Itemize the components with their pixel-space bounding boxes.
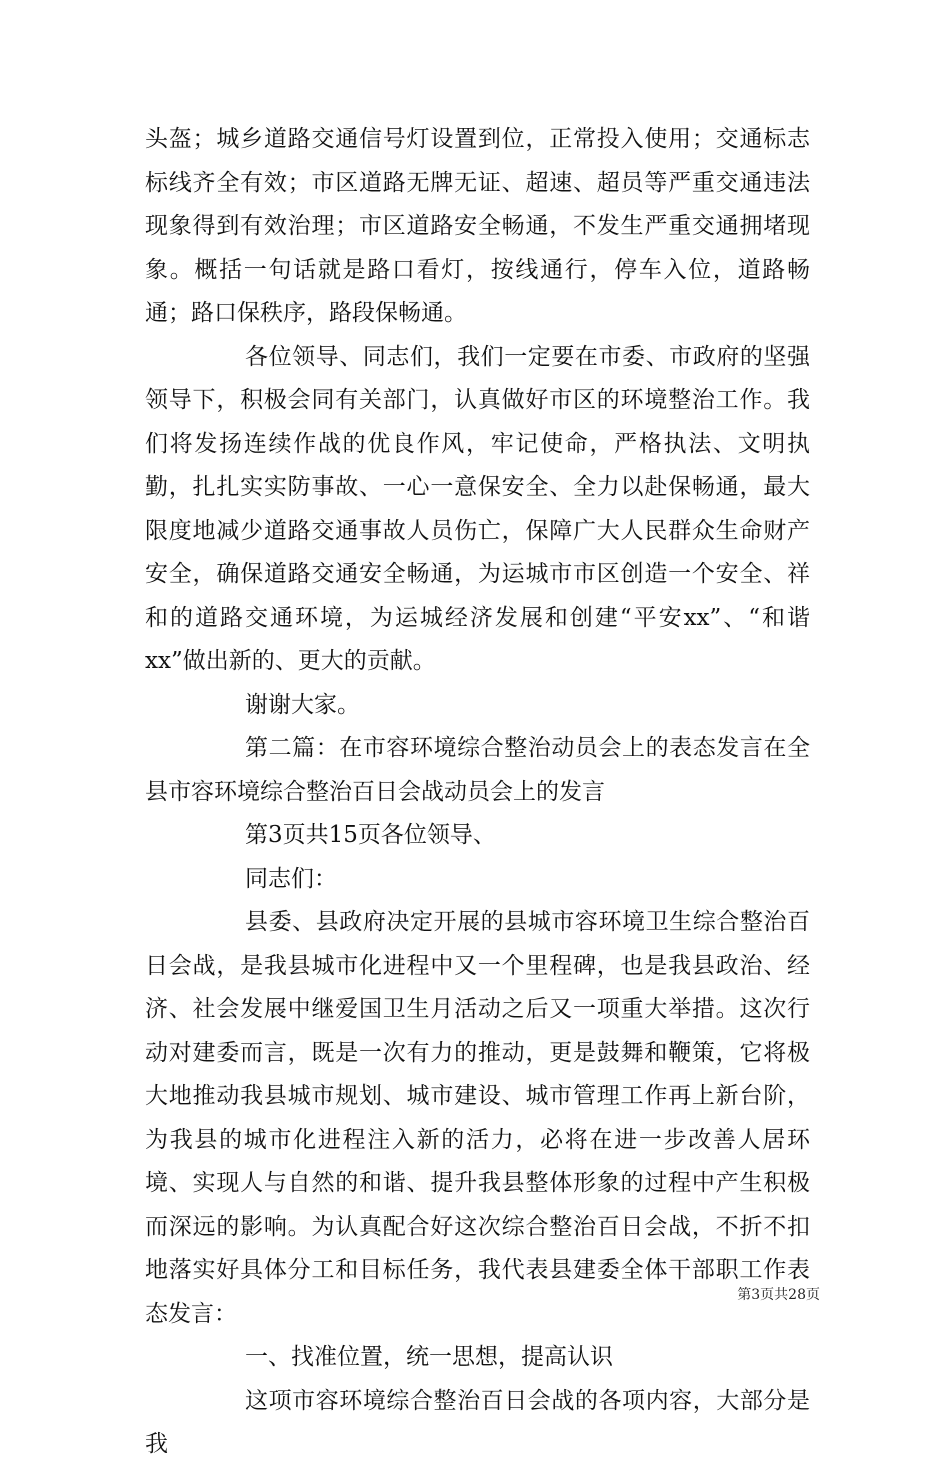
paragraph-thanks: 谢谢大家。 <box>245 691 360 718</box>
paragraph-greeting: 同志们： <box>245 865 337 892</box>
paragraph-closing-remarks: 各位领导、同志们，我们一定要在市委、市政府的坚强领导下，积极会同有关部门，认真做好市区的环境整治工作。我们将发扬连续作战的优良作风，牢记使命，严格执法、文明执勤，扎扎实实防事故、一心一意保安全、全力以赴保畅通，最大限度地减少道路交通事故人员伤亡，保障广大人民群众生命财产安全，确保道路交通安全畅通，为运城市市区创造一个安全、祥和的道路交通环境，为运城经济发展和创建“平安xx”、“和谐xx”做出新的、更大的贡献。 <box>145 343 810 674</box>
document-body <box>145 118 810 1467</box>
page-number-footer: 第3页共28页 <box>737 1287 820 1303</box>
paragraph-page-marker-greeting: 第3页共15页各位领导、 <box>245 822 496 848</box>
section-heading-one: 一、找准位置，统一思想，提高认识 <box>245 1344 613 1370</box>
paragraph-second-article-title: 第二篇：在市容环境综合整治动员会上的表态发言在全县市容环境综合整治百日会战动员会上的发言 <box>145 735 810 805</box>
paragraph-traffic-goals: 头盔；城乡道路交通信号灯设置到位，正常投入使用；交通标志标线齐全有效；市区道路无牌无证、超速、超员等严重交通违法现象得到有效治理；市区道路安全畅通，不发生严重交通拥堵现象。概括一句话就是路口看灯，按线通行，停车入位，道路畅通；路口保秩序，路段保畅通。 <box>145 126 810 326</box>
paragraph-campaign-intro: 县委、县政府决定开展的县城市容环境卫生综合整治百日会战，是我县城市化进程中又一个里程碑，也是我县政治、经济、社会发展中继爱国卫生月活动之后又一项重大举措。这次行动对建委而言，既是一次有力的推动，更是鼓舞和鞭策，它将极大地推动我县城市规划、城市建设、城市管理工作再上新台阶，为我县的城市化进程注入新的活力，必将在进一步改善人居环境、实现人与自然的和谐、提升我县整体形象的过程中产生积极而深远的影响。为认真配合好这次综合整治百日会战，不折不扣地落实好具体分工和目标任务，我代表县建委全体干部职工作表态发言： <box>145 909 810 1327</box>
paragraph-section-one-start: 这项市容环境综合整治百日会战的各项内容，大部分是我 <box>145 1387 810 1457</box>
